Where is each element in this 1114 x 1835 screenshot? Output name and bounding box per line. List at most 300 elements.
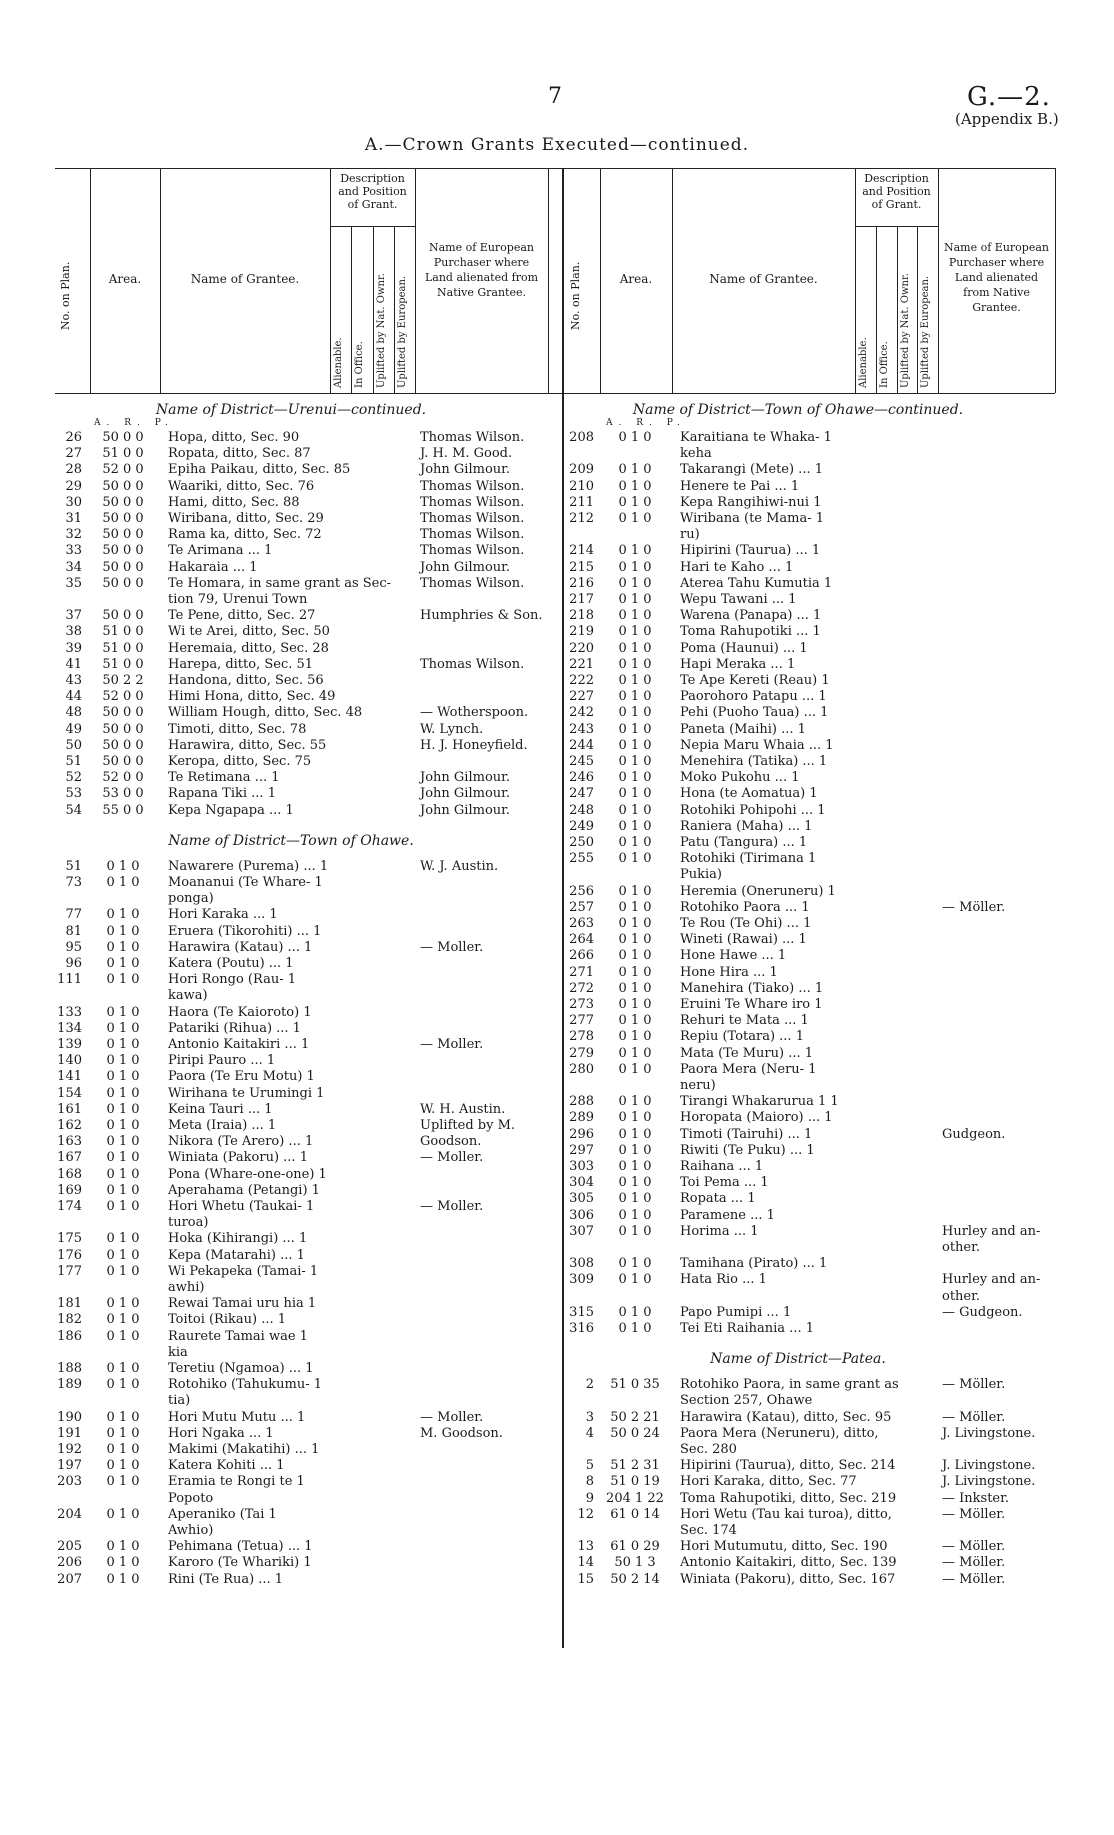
grantee-name: Hipirini (Taurua) ... 1 [680,543,821,559]
grantee-name: awhi) [168,1280,205,1295]
grantee-name: Katera Kohiti ... 1 [168,1458,285,1474]
grantee-name: Nikora (Te Arero) ... 1 [168,1134,314,1150]
table-row [0,948,1114,964]
area-value: 0 1 0 [618,980,652,996]
grantee-name: keha [680,446,712,462]
table-row [0,592,1114,608]
grantee-name: Meta (Iraia) ... 1 [168,1118,277,1133]
purchaser-name: H. J. Honeyfield. [420,737,528,753]
header-sub-col-rule [394,226,395,393]
area-value: 0 1 0 [618,932,652,948]
table-row [0,689,1114,705]
grantee-name: Wineti (Rawai) ... 1 [680,932,807,948]
grantee-name: Keina Tauri ... 1 [168,1101,273,1117]
plan-number: 12 [577,1506,594,1522]
area-value: 0 1 0 [618,737,652,753]
area-value: 0 1 0 [106,1361,140,1376]
grantee-name: Hipirini (Taurua), ditto, Sec. 214 [680,1458,896,1474]
plan-number: 5 [585,1458,594,1474]
plan-number: 216 [569,575,594,591]
grantee-name: Aperahama (Petangi) 1 [168,1182,320,1198]
table-row [0,786,1114,802]
table-row [0,495,1114,511]
area-value: 50 1 3 [614,1555,656,1571]
area-value: 55 0 0 [102,802,144,818]
area-value: 0 1 0 [106,923,140,939]
table-row [0,1458,1114,1474]
area-value: 0 1 0 [106,1474,140,1490]
district-heading: Name of District—Town of Ohawe—continued. [632,402,964,418]
area-value: 0 1 0 [106,1442,140,1457]
plan-number: 53 [65,786,82,802]
area-value: 0 1 0 [106,875,140,890]
area-value: 0 1 0 [106,1166,140,1182]
header-in-office: In Office. [354,341,366,388]
grantee-name: Hapi Meraka ... 1 [680,656,796,672]
purchaser-name: Thomas Wilson. [420,511,525,526]
plan-number: 191 [57,1425,82,1441]
area-value: 0 1 0 [618,721,652,737]
table-row [0,608,1114,624]
grantee-name: Warena (Panapa) ... 1 [680,608,822,624]
grantee-name: Rini (Te Rua) ... 1 [168,1571,284,1587]
grantee-name: Handona, ditto, Sec. 56 [168,673,324,688]
table-row [0,754,1114,770]
area-value: 0 1 0 [618,1321,652,1336]
area-value: 0 1 0 [618,1272,652,1288]
grantee-name: Hori Ngaka ... 1 [168,1425,274,1441]
plan-number: 296 [569,1126,594,1142]
grantee-name: William Hough, ditto, Sec. 48 [168,705,363,721]
purchaser-name: John Gilmour. [420,770,511,786]
purchaser-name: — Möller. [942,1409,1006,1425]
plan-number: 9 [585,1490,594,1506]
purchaser-name: Thomas Wilson. [420,527,525,543]
table-row [0,673,1114,689]
grantee-name: Aterea Tahu Kumutia 1 [680,575,833,591]
grantee-name: Hoka (Kihirangi) ... 1 [168,1231,308,1247]
area-value: 0 1 0 [618,754,652,769]
header-no-on-plan: No. on Plan. [59,261,72,330]
plan-number: 177 [57,1263,82,1279]
plan-number: 248 [569,802,594,818]
purchaser-name: John Gilmour. [420,786,511,802]
arp-header: A. R. P. [94,418,174,428]
grantee-name: kia [168,1344,188,1360]
plan-number: 48 [65,705,82,721]
table-row [0,1224,1114,1240]
grantee-name: Paora Mera (Neruneru), ditto, [680,1425,879,1441]
plan-number: 141 [57,1069,82,1085]
area-value: 0 1 0 [106,1571,140,1587]
area-value: 0 1 0 [106,1118,140,1133]
plan-number: 272 [569,980,594,996]
area-value: 50 0 0 [102,543,144,559]
grantee-name: Tirangi Whakarurua 1 1 [680,1094,839,1110]
plan-number: 249 [569,818,594,834]
purchaser-name: — Moller. [420,1037,484,1052]
plan-number: 38 [65,624,82,640]
grantee-name: Hori Karaka ... 1 [168,907,278,923]
grantee-name: Menehira (Tatika) ... 1 [680,754,828,769]
grantee-name: Paora Mera (Neru- 1 [680,1061,817,1077]
plan-number: 43 [65,673,82,688]
purchaser-name: — Moller. [420,1150,484,1166]
plan-number: 168 [57,1166,82,1182]
area-value: 52 0 0 [102,689,144,705]
plan-number: 222 [569,673,594,688]
area-value: 0 1 0 [106,1539,140,1555]
plan-number: 204 [57,1506,82,1522]
grantee-name: Rama ka, ditto, Sec. 72 [168,527,322,543]
plan-number: 2 [585,1377,594,1393]
area-value: 0 1 0 [106,1231,140,1247]
plan-number: 188 [57,1361,82,1376]
grantee-name: Te Retimana ... 1 [168,770,280,786]
table-row [0,641,1114,657]
grantee-name: Antonio Kaitakiri ... 1 [168,1037,310,1052]
area-value: 0 1 0 [106,1328,140,1344]
area-value: 0 1 0 [618,786,652,802]
table-row [0,1208,1114,1224]
area-value: 0 1 0 [106,858,140,874]
purchaser-name: — Moller. [420,1199,484,1214]
plan-number: 37 [65,608,82,624]
purchaser-name: — Gudgeon. [942,1304,1023,1320]
grantee-name: Wiribana (te Mama- 1 [680,511,825,526]
grantee-name: Tamihana (Pirato) ... 1 [680,1256,828,1272]
plan-number: 214 [569,543,594,559]
area-value: 0 1 0 [618,1126,652,1142]
area-value: 0 1 0 [618,1110,652,1126]
table-row [0,1175,1114,1191]
area-value: 0 1 0 [618,916,652,931]
header-sub-col-rule [876,226,877,393]
grantee-name: Te Homara, in same grant as Sec- [168,575,392,591]
plan-number: 44 [65,689,82,705]
plan-number: 4 [585,1425,594,1441]
plan-number: 271 [569,964,594,980]
grantee-name: Haora (Te Kaioroto) 1 [168,1004,312,1020]
table-row [0,819,1114,835]
header-description: Description and Position of Grant. [338,172,407,211]
plan-number: 8 [585,1474,594,1490]
purchaser-name: — Möller. [942,1555,1006,1571]
plan-number: 303 [569,1159,594,1174]
plan-number: 305 [569,1191,594,1207]
grantee-name: Henere te Pai ... 1 [680,478,800,494]
plan-number: 27 [65,446,82,462]
grantee-name: Paneta (Maihi) ... 1 [680,721,806,737]
grantee-name: Raihana ... 1 [680,1159,764,1174]
plan-number: 209 [569,462,594,478]
area-value: 0 1 0 [618,1256,652,1272]
area-value: 50 0 0 [102,511,144,526]
grantee-name: turoa) [168,1215,209,1231]
area-value: 0 1 0 [106,1263,140,1279]
area-value: 0 1 0 [618,851,652,867]
plan-number: 31 [65,511,82,526]
purchaser-name: — Moller. [420,1409,484,1425]
area-value: 50 0 0 [102,608,144,624]
area-value: 61 0 14 [610,1506,660,1522]
table-row [0,1393,1114,1409]
table-row [0,1377,1114,1393]
table-row [0,430,1114,446]
area-value: 0 1 0 [106,1004,140,1020]
grantee-name: Toma Rahupotiki, ditto, Sec. 219 [680,1490,897,1506]
grantee-name: Toi Pema ... 1 [680,1175,769,1191]
area-value: 0 1 0 [106,1101,140,1117]
area-value: 51 0 0 [102,624,144,640]
table-row [0,884,1114,900]
grantee-name: Katera (Poutu) ... 1 [168,956,294,971]
area-value: 0 1 0 [618,575,652,591]
grantee-name: Pehimana (Tetua) ... 1 [168,1539,313,1555]
area-value: 50 2 2 [102,673,144,688]
purchaser-name: J. Livingstone. [942,1474,1036,1490]
plan-number: 280 [569,1061,594,1077]
header-sub-col-rule [917,226,918,393]
grantee-name: Sec. 280 [680,1442,737,1457]
grantee-name: Te Arimana ... 1 [168,543,273,559]
area-value: 0 1 0 [618,1175,652,1191]
plan-number: 111 [57,972,82,988]
header-grantee: Name of Grantee. [709,272,818,286]
grantee-name: Hone Hira ... 1 [680,964,778,980]
area-value: 0 1 0 [618,430,652,445]
header-in-office: In Office. [878,341,890,388]
appendix-label: (Appendix B.) [955,110,1059,128]
grantee-name: Tei Eti Raihania ... 1 [680,1321,814,1336]
grantee-name: Teretiu (Ngamoa) ... 1 [168,1361,314,1376]
plan-number: 247 [569,786,594,802]
area-value: 50 2 21 [610,1409,660,1425]
plan-number: 175 [57,1231,82,1247]
header-col-rule [855,168,856,393]
plan-number: 256 [569,883,594,899]
purchaser-name: — Inkster. [942,1490,1010,1506]
header-uplifted-nat: Uplifted by Nat. Ownr. [899,273,911,388]
area-value: 0 1 0 [618,1061,652,1077]
plan-number: 289 [569,1110,594,1126]
area-value: 0 1 0 [618,802,652,818]
table-row [0,560,1114,576]
area-value: 0 1 0 [618,592,652,607]
grantee-name: Toma Rahupotiki ... 1 [680,624,821,640]
area-value: 0 1 0 [618,705,652,721]
plan-number: 308 [569,1256,594,1272]
table-row [0,1143,1114,1159]
area-value: 0 1 0 [106,1555,140,1571]
grantee-name: Pehi (Puoho Taua) ... 1 [680,705,829,721]
plan-number: 221 [569,656,594,672]
table-row [0,832,1114,851]
grantee-name: Hori Wetu (Tau kai turoa), ditto, [680,1506,892,1522]
table-row [0,867,1114,883]
grantee-name: Te Ape Kereti (Reau) 1 [680,673,830,688]
plan-number: 39 [65,640,82,656]
area-value: 0 1 0 [106,1134,140,1150]
header-area: Area. [619,272,653,286]
area-value: 50 0 0 [102,754,144,769]
plan-number: 161 [57,1101,82,1117]
area-value: 0 1 0 [618,1191,652,1207]
grantee-name: Rotohiko (Tahukumu- 1 [168,1377,323,1393]
purchaser-name: — Möller. [942,899,1006,915]
grantee-name: Hori Mutumutu, ditto, Sec. 190 [680,1539,888,1555]
table-row [0,1442,1114,1458]
header-grantee: Name of Grantee. [190,272,300,286]
plan-number: 133 [57,1004,82,1020]
area-value: 50 0 0 [102,478,144,494]
plan-number: 207 [57,1571,82,1587]
grantee-name: Pukia) [680,867,722,883]
table-row [0,1046,1114,1062]
plan-number: 13 [577,1539,594,1555]
grantee-name: Paorohoro Patapu ... 1 [680,689,827,705]
plan-number: 190 [57,1409,82,1425]
table-row [0,997,1114,1013]
purchaser-name: John Gilmour. [420,462,511,478]
area-value: 0 1 0 [106,1085,140,1101]
grantee-name: Aperaniko (Tai 1 [168,1506,277,1522]
area-value: 0 1 0 [618,511,652,526]
purchaser-name: other. [942,1288,981,1304]
header-area: Area. [108,272,142,286]
header-description: Description and Position of Grant. [862,172,931,211]
area-value: 50 0 0 [102,737,144,753]
purchaser-name: Thomas Wilson. [420,543,525,559]
plan-number: 29 [65,478,82,494]
grantee-name: Rehuri te Mata ... 1 [680,1013,809,1029]
grantee-name: Horopata (Maioro) ... 1 [680,1110,833,1126]
plan-number: 192 [57,1442,82,1457]
table-row [0,1272,1114,1288]
table-row [0,527,1114,543]
grantee-name: Rapana Tiki ... 1 [168,786,276,802]
plan-number: 28 [65,462,82,478]
grantee-name: Heremaia, ditto, Sec. 28 [168,640,329,656]
header-col-rule [415,168,416,393]
plan-number: 242 [569,705,594,721]
grantee-name: Moananui (Te Whare- 1 [168,875,323,890]
plan-number: 255 [569,851,594,867]
plan-number: 210 [569,478,594,494]
header-sub-col-rule [897,226,898,393]
grantee-name: Raurete Tamai wae 1 [168,1328,308,1344]
area-value: 0 1 0 [618,494,652,510]
table-row [0,1507,1114,1523]
grantee-name: Timoti, ditto, Sec. 78 [168,721,307,737]
plan-number: 316 [569,1321,594,1336]
area-value: 0 1 0 [106,1425,140,1441]
table-row [0,965,1114,981]
area-value: 0 1 0 [106,1037,140,1052]
area-value: 0 1 0 [106,1069,140,1085]
header-bottom-rule [55,393,1055,394]
purchaser-name: Goodson. [420,1134,482,1150]
plan-number: 95 [65,939,82,955]
purchaser-name: M. Goodson. [420,1425,503,1441]
grantee-name: Rotohiko Paora ... 1 [680,899,810,915]
plan-number: 167 [57,1150,82,1166]
grantee-name: Horima ... 1 [680,1223,759,1239]
grantee-name: ponga) [168,891,214,907]
grantee-name: Karaitiana te Whaka- 1 [680,430,832,445]
grantee-name: Wi te Arei, ditto, Sec. 50 [168,624,330,640]
plan-number: 174 [57,1199,82,1214]
area-value: 0 1 0 [618,835,652,850]
grantee-name: tia) [168,1393,191,1409]
area-value: 52 0 0 [102,462,144,478]
plan-number: 297 [569,1142,594,1158]
grantee-name: Hopa, ditto, Sec. 90 [168,430,300,445]
table-row [0,1191,1114,1207]
area-value: 50 0 0 [102,494,144,510]
purchaser-name: Humphries & Son. [420,608,543,624]
plan-number: 77 [65,907,82,923]
plan-number: 52 [65,770,82,786]
plan-number: 309 [569,1272,594,1288]
plan-number: 15 [577,1571,594,1587]
grantee-name: Patu (Tangura) ... 1 [680,835,808,850]
header-sub-col-rule [351,226,352,393]
grantee-name: Keropa, ditto, Sec. 75 [168,754,312,769]
plan-number: 181 [57,1296,82,1312]
table-row [0,1555,1114,1571]
purchaser-name: other. [942,1240,981,1255]
header-col-rule [1055,168,1056,393]
grantee-name: Patariki (Rihua) ... 1 [168,1020,301,1036]
grantee-name: Harawira, ditto, Sec. 55 [168,737,327,753]
grantee-name: Wi Pekapeka (Tamai- 1 [168,1263,319,1279]
area-value: 0 1 0 [618,462,652,478]
purchaser-name: — Möller. [942,1506,1006,1522]
area-value: 50 0 0 [102,575,144,591]
grantee-name: Kepa Rangihiwi-nui 1 [680,494,822,510]
area-value: 0 1 0 [618,997,652,1012]
grantee-name: Sec. 174 [680,1523,737,1538]
area-value: 0 1 0 [618,883,652,899]
plan-number: 243 [569,721,594,737]
plan-number: 140 [57,1053,82,1069]
table-row [0,657,1114,673]
grantee-name: Repiu (Totara) ... 1 [680,1029,804,1045]
plan-number: 220 [569,640,594,656]
table-row [0,1240,1114,1256]
plan-number: 208 [569,430,594,445]
grantee-name: Hona (te Aomatua) 1 [680,786,818,802]
area-value: 51 0 0 [102,640,144,656]
grantee-name: Hori Mutu Mutu ... 1 [168,1409,306,1425]
grantee-name: Awhio) [168,1523,214,1538]
district-heading: Name of District—Urenui—continued. [155,402,427,418]
document-code: G.—2. [967,82,1051,112]
area-value: 50 0 0 [102,721,144,737]
header-uplifted-nat: Uplifted by Nat. Ownr. [375,273,387,388]
area-value: 51 0 35 [610,1377,660,1393]
grantee-name: Wepu Tawani ... 1 [680,592,797,607]
plan-number: 154 [57,1085,82,1101]
area-value: 0 1 0 [618,1207,652,1223]
grantee-name: Eramia te Rongi te 1 [168,1474,305,1490]
header-uplifted-eur: Uplifted by European. [920,275,932,388]
grantee-name: Pona (Whare-one-one) 1 [168,1166,327,1182]
plan-number: 206 [57,1555,82,1571]
grantee-name: Moko Pukohu ... 1 [680,770,800,786]
area-value: 0 1 0 [618,964,652,980]
